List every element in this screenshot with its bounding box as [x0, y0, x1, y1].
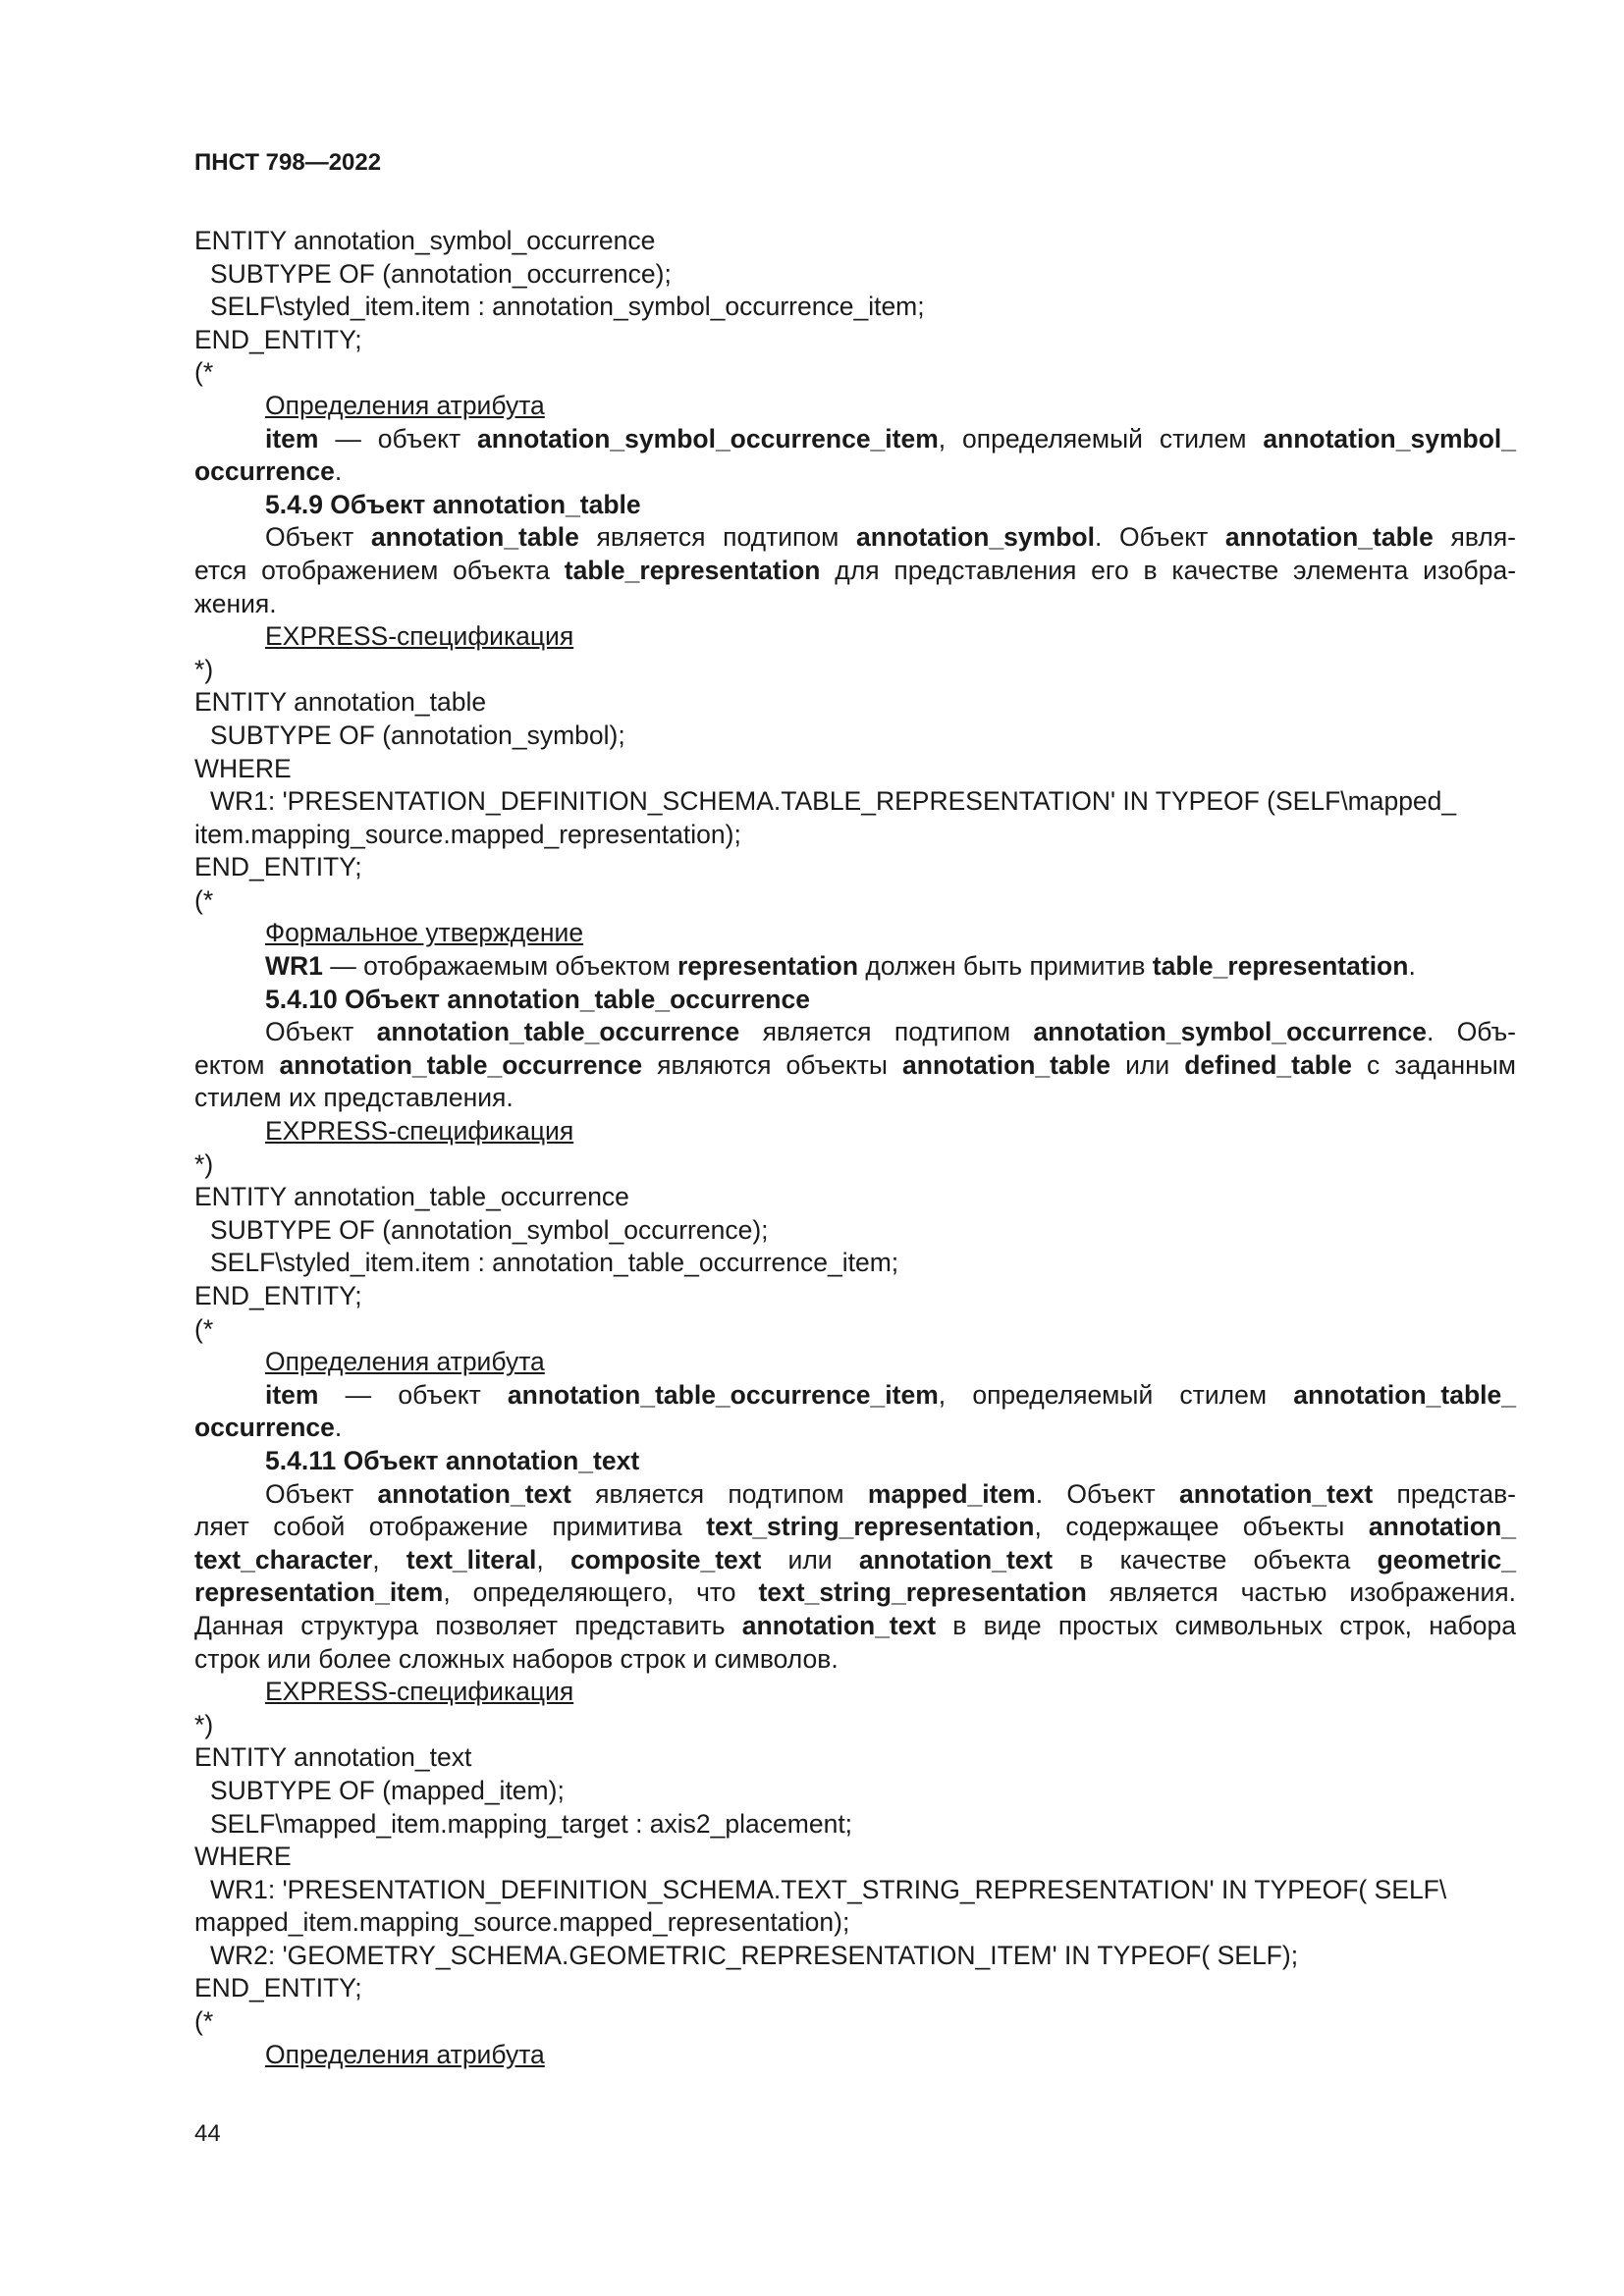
code-line: SELF\styled_item.item : annotation_symbol_occurrence_item; — [210, 292, 925, 322]
paragraph-line: Объект annotation_text является подтипом mapped_item. Объект annotation_text представ- — [265, 1478, 1516, 1509]
code-line: mapped_item.mapping_source.mapped_representation); — [194, 1907, 850, 1938]
code-line: WHERE — [194, 1842, 292, 1872]
attribute-definition-cont: occurrence. — [194, 1413, 343, 1443]
page-content — [194, 225, 1516, 2071]
code-line: SUBTYPE OF (mapped_item); — [210, 1775, 565, 1805]
paragraph-line: text_character, text_literal, composite_text или annotation_text в качестве объекта geometric_ — [194, 1544, 1516, 1575]
paragraph-line: representation_item, определяющего, что text_string_representation является частью изображения. — [194, 1577, 1516, 1608]
attribute-definitions-heading: Определения атрибута — [265, 1347, 545, 1377]
code-line: END_ENTITY; — [194, 1973, 362, 2003]
code-line: (* — [194, 357, 214, 388]
code-line: WR2: 'GEOMETRY_SCHEMA.GEOMETRIC_REPRESENTATION_ITEM' IN TYPEOF( SELF); — [210, 1940, 1299, 1970]
code-line: WR1: 'PRESENTATION_DEFINITION_SCHEMA.TABLE_REPRESENTATION' IN TYPEOF (SELF\mapped_ — [210, 786, 1457, 817]
paragraph-line: стилем их представления. — [194, 1083, 514, 1113]
code-line: WHERE — [194, 753, 292, 783]
code-line: (* — [194, 2006, 214, 2037]
attribute-definition: item — объект annotation_symbol_occurrence_item, определяемый стилем annotation_symbol_ — [265, 423, 1516, 454]
express-spec-heading: EXPRESS-спецификация — [265, 1116, 574, 1147]
paragraph-line: Данная структура позволяет представить annotation_text в виде простых символьных строк, набора — [194, 1610, 1516, 1640]
paragraph-line: ляет собой отображение примитива text_string_representation, содержащее объекты annotation_ — [194, 1512, 1516, 1542]
code-line: item.mapping_source.mapped_representation); — [194, 819, 741, 849]
code-line: ENTITY annotation_text — [194, 1742, 472, 1773]
express-spec-heading: EXPRESS-спецификация — [265, 1677, 574, 1707]
page-number: 44 — [194, 2120, 221, 2147]
paragraph-line: ектом annotation_table_occurrence являются объекты annotation_table или defined_table с заданным — [194, 1049, 1516, 1080]
code-line: END_ENTITY; — [194, 324, 362, 354]
section-heading-5-4-9: 5.4.9 Объект annotation_table — [265, 489, 641, 519]
code-line: ENTITY annotation_symbol_occurrence — [194, 226, 656, 255]
code-line: END_ENTITY; — [194, 852, 362, 882]
express-spec-heading: EXPRESS-спецификация — [265, 621, 574, 652]
code-line: (* — [194, 1313, 214, 1344]
paragraph-line: ется отображением объекта table_representation для представления его в качестве элемента изобра- — [194, 555, 1517, 585]
code-line: SELF\mapped_item.mapping_target : axis2_placement; — [210, 1808, 853, 1839]
formal-proposition: WR1 — отображаемым объектом representation должен быть примитив table_representation. — [265, 951, 1416, 982]
code-line: SUBTYPE OF (annotation_symbol); — [210, 720, 625, 750]
code-line: ENTITY annotation_table — [194, 687, 487, 718]
section-heading-5-4-11: 5.4.11 Объект annotation_text — [265, 1445, 640, 1475]
code-line: WR1: 'PRESENTATION_DEFINITION_SCHEMA.TEXT_STRING_REPRESENTATION' IN TYPEOF( SELF\ — [210, 1874, 1447, 1904]
attribute-definition-cont: occurrence. — [194, 456, 343, 487]
code-line: SUBTYPE OF (annotation_occurrence); — [210, 258, 672, 289]
paragraph-line: жения. — [194, 588, 277, 618]
paragraph-line: Объект annotation_table_occurrence является подтипом annotation_symbol_occurrence. Объ- — [265, 1017, 1516, 1047]
formal-proposition-heading: Формальное утверждение — [265, 918, 584, 948]
paragraph-line: Объект annotation_table является подтипом annotation_symbol. Объект annotation_table явля- — [265, 522, 1516, 553]
code-line: SUBTYPE OF (annotation_symbol_occurrence); — [210, 1214, 769, 1245]
attribute-definitions-heading: Определения атрибута — [265, 2039, 545, 2069]
code-line: *) — [194, 654, 214, 684]
code-line: SELF\styled_item.item : annotation_table_occurrence_item; — [210, 1248, 899, 1278]
section-heading-5-4-10: 5.4.10 Объект annotation_table_occurrence — [265, 984, 810, 1014]
attribute-definition: item — объект annotation_table_occurrence_item, определяемый стилем annotation_table_ — [265, 1379, 1516, 1410]
code-line: ENTITY annotation_table_occurrence — [194, 1182, 629, 1212]
attribute-definitions-heading: Определения атрибута — [265, 390, 545, 420]
code-line: *) — [194, 1148, 214, 1179]
document-code-header: ПНСТ 798—2022 — [194, 149, 382, 176]
paragraph-line: строк или более сложных наборов строк и символов. — [194, 1643, 839, 1674]
code-line: *) — [194, 1709, 214, 1739]
code-line: END_ENTITY; — [194, 1281, 362, 1310]
code-line: (* — [194, 884, 214, 915]
